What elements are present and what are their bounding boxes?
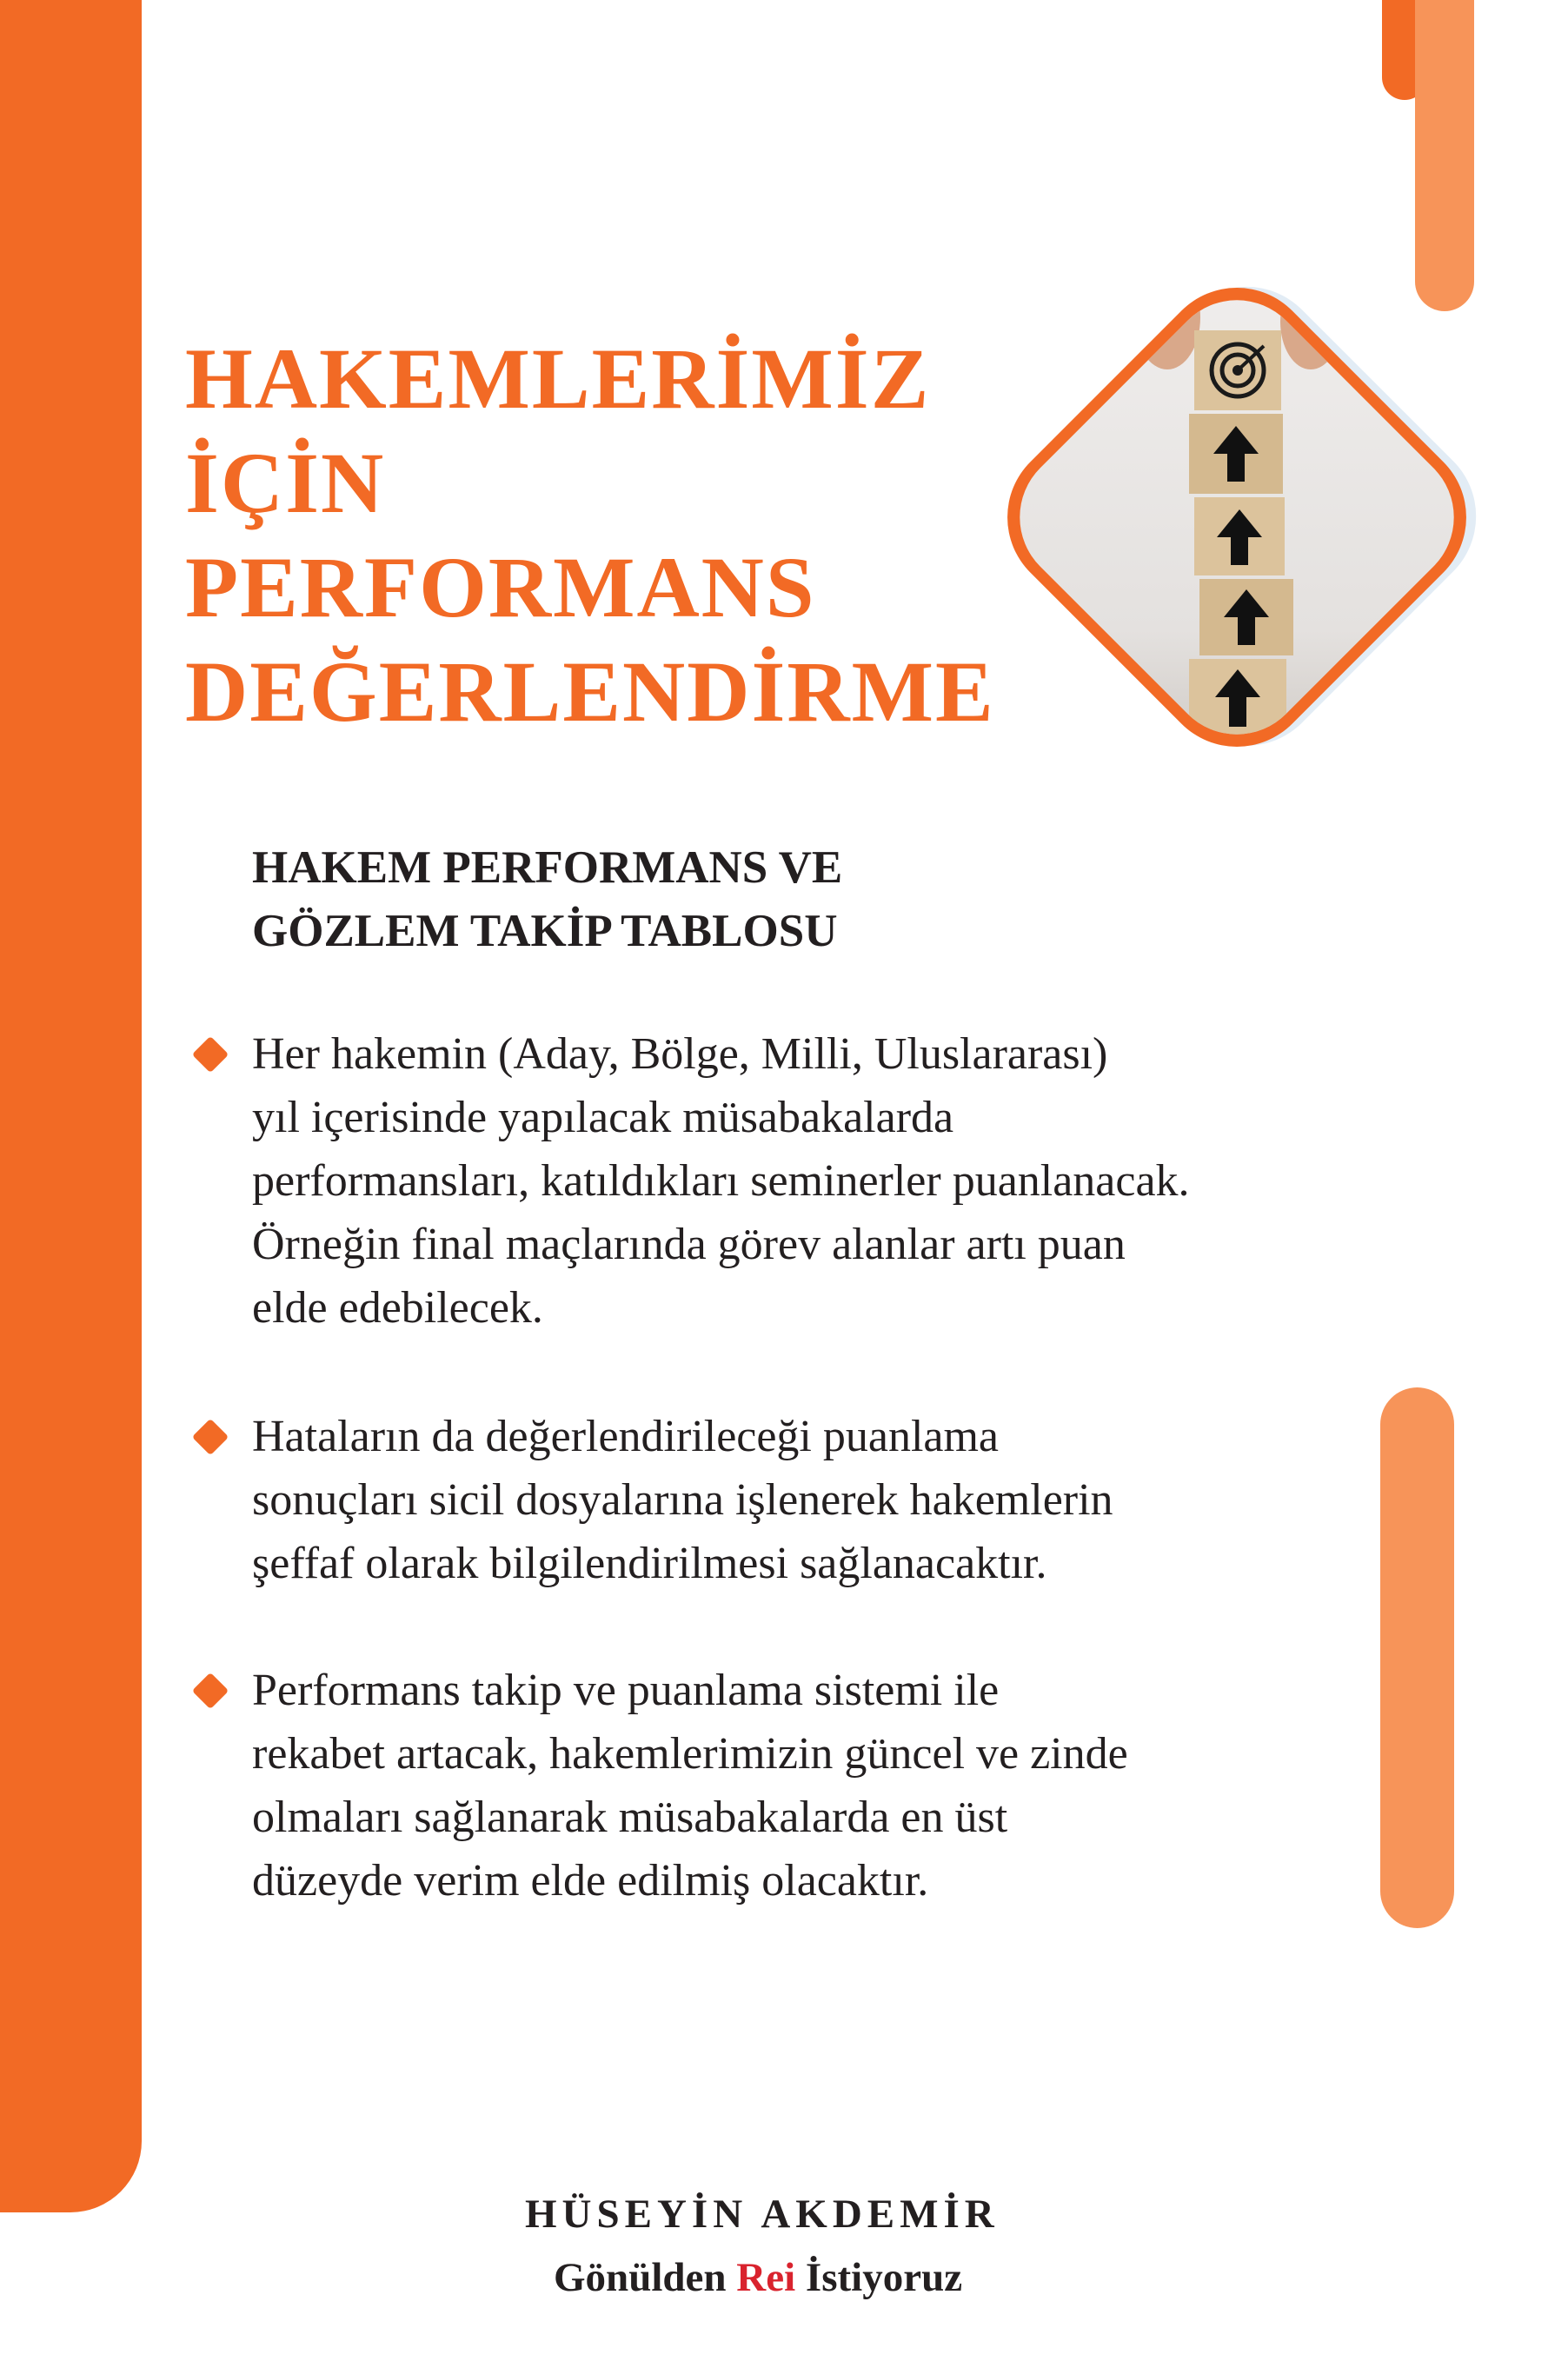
- title-line: DEĞERLENDİRME: [185, 643, 995, 740]
- left-accent-bar: [0, 0, 142, 2212]
- page-title: [185, 327, 995, 744]
- bullet-text: Performans takip ve puanlama sistemi ile rekabet artacak, hakemlerimizin güncel ve zinde olmaları sağlanarak müsabakalarda en üst düzeyde verim elde edilmiş olacaktır.: [252, 1666, 1128, 1906]
- diamond-bullet-icon: [192, 1673, 229, 1709]
- bullet-text: Hataların da değerlendirileceği puanlama sonuçları sicil dosyalarına işlenerek hakemlerin şeffaf olarak bilgilendirilmesi sağlanacaktır.: [252, 1412, 1113, 1588]
- slogan-pre: Gönülden: [554, 2255, 737, 2300]
- side-accent-pill: [1380, 1387, 1454, 1928]
- title-line: İÇİN: [185, 435, 386, 531]
- diamond-bullet-icon: [192, 1036, 229, 1073]
- diamond-bullet-icon: [192, 1419, 229, 1455]
- candidate-name: HÜSEYİN AKDEMİR: [525, 2192, 1000, 2237]
- bullet-text: Her hakemin (Aday, Bölge, Milli, Uluslararası) yıl içerisinde yapılacak müsabakalarda performansları, katıldıkları seminerler puanlanacak. Örneğin final maçlarında görev alanlar artı puan elde edebilecek.: [252, 1029, 1190, 1333]
- list-item: [183, 1022, 1190, 1340]
- subtitle-line: HAKEM PERFORMANS VE: [252, 842, 843, 893]
- title-line: HAKEMLERİMİZ: [185, 330, 931, 427]
- slogan-accent: Rei: [736, 2255, 796, 2300]
- title-line: PERFORMANS: [185, 539, 816, 635]
- slogan-post: İstiyoruz: [795, 2255, 963, 2300]
- slogan: [554, 2254, 1075, 2301]
- list-item: [183, 1659, 1128, 1912]
- target-arrows-blocks-icon: [954, 235, 1519, 800]
- section-subtitle: [252, 836, 842, 963]
- list-item: [183, 1405, 1113, 1595]
- subtitle-line: GÖZLEM TAKİP TABLOSU: [252, 906, 838, 956]
